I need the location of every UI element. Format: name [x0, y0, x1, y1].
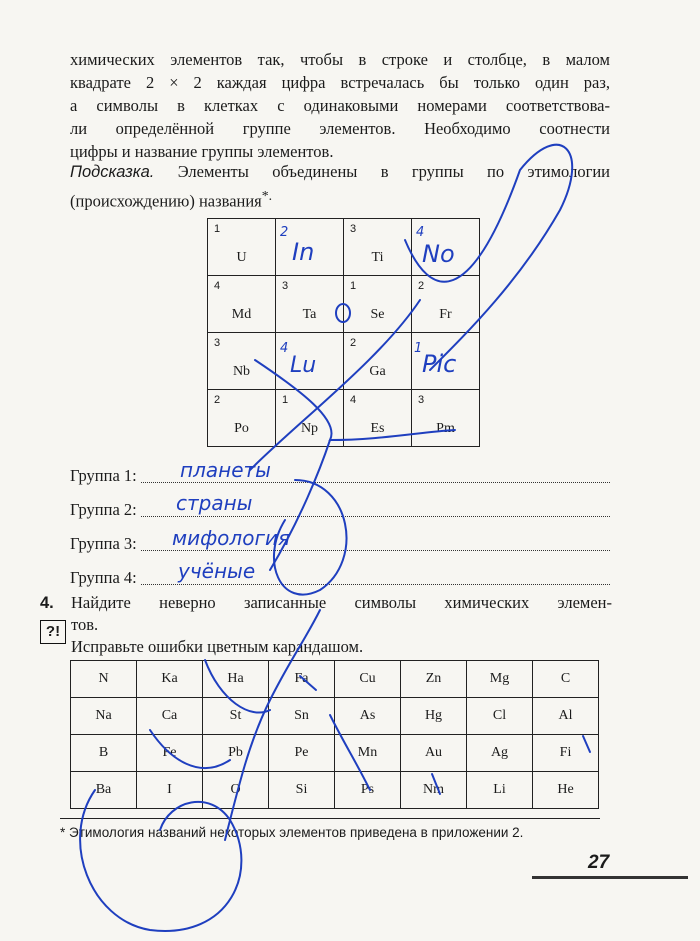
task-number: 4.	[40, 594, 54, 612]
symbol-cell[interactable]: Sn	[269, 698, 335, 735]
cell-number: 2	[214, 394, 221, 406]
page-number-rule	[532, 876, 688, 879]
symbol-cell[interactable]: He	[533, 772, 599, 809]
symbol-cell[interactable]: Ca	[137, 698, 203, 735]
grid-cell[interactable]	[276, 333, 344, 390]
handwritten-group-answer: страны	[176, 491, 253, 515]
intro-line: ли определённой группе элементов. Необходимо соотнести	[70, 119, 610, 138]
cell-symbol: Es	[370, 421, 385, 436]
grid-cell[interactable]	[344, 333, 412, 390]
symbol-cell[interactable]: Hg	[401, 698, 467, 735]
cell-symbol: Se	[370, 307, 385, 322]
answer-line	[70, 516, 610, 517]
cell-symbol: U	[236, 250, 247, 265]
intro-line: а символы в клетках с одинаковыми номерами соответствова-	[70, 96, 610, 115]
handwritten-number: 4	[416, 225, 425, 240]
symbol-cell[interactable]: Ps	[335, 772, 401, 809]
intro-line: цифры и название группы элементов.	[70, 142, 334, 161]
cell-number: 2	[350, 337, 357, 349]
grid-cell[interactable]	[276, 390, 344, 447]
symbol-cell[interactable]: As	[335, 698, 401, 735]
handwritten-number: 2	[280, 225, 289, 240]
symbol-cell[interactable]: Au	[401, 735, 467, 772]
task-4	[40, 592, 612, 658]
cell-symbol: Np	[300, 421, 319, 436]
symbol-cell[interactable]: Pb	[203, 735, 269, 772]
cell-number: 3	[350, 223, 357, 235]
cell-symbol: Fr	[439, 307, 452, 322]
symbol-cell[interactable]: I	[137, 772, 203, 809]
symbol-cell[interactable]: Mn	[335, 735, 401, 772]
grid-cell[interactable]	[208, 390, 276, 447]
group-row-2[interactable]	[70, 496, 610, 530]
task-intro-text	[70, 48, 610, 163]
cell-symbol: Nb	[232, 364, 251, 379]
symbol-cell[interactable]: Al	[533, 698, 599, 735]
symbol-cell[interactable]: Cu	[335, 661, 401, 698]
answer-line	[70, 482, 610, 483]
handwritten-symbol: No	[422, 240, 455, 268]
handwritten-group-answer: планеты	[180, 458, 271, 482]
symbol-cell[interactable]: Ha	[203, 661, 269, 698]
hint-text: (происхождению) названия	[70, 191, 262, 211]
cell-number: 4	[214, 280, 221, 292]
grid-cell[interactable]	[276, 219, 344, 276]
cell-number: 3	[418, 394, 425, 406]
grid-cell[interactable]	[412, 390, 480, 447]
answer-line	[70, 550, 610, 551]
group-answers	[70, 462, 610, 598]
intro-line: квадрате 2 × 2 каждая цифра встречалась бы только один раз,	[70, 73, 610, 92]
attention-icon: ?!	[40, 620, 66, 644]
group-row-1[interactable]	[70, 462, 610, 496]
symbol-cell[interactable]: Si	[269, 772, 335, 809]
grid-cell[interactable]	[344, 390, 412, 447]
element-sudoku-grid	[207, 218, 480, 447]
answer-line	[70, 584, 610, 585]
cell-symbol: Ti	[371, 250, 384, 265]
group-label: Группа 2:	[70, 500, 141, 520]
symbol-cell[interactable]: Fi	[533, 735, 599, 772]
cell-symbol: Pm	[436, 421, 455, 436]
group-label: Группа 3:	[70, 534, 141, 554]
ink-stroke	[80, 790, 241, 931]
handwritten-symbol: Lu	[290, 353, 317, 378]
symbol-cell[interactable]: Nm	[401, 772, 467, 809]
cell-number: 4	[350, 394, 357, 406]
symbol-cell[interactable]: Zn	[401, 661, 467, 698]
cell-number: 1	[350, 280, 357, 292]
symbol-cell[interactable]: B	[71, 735, 137, 772]
cell-number: 3	[282, 280, 289, 292]
grid-cell[interactable]	[412, 219, 480, 276]
symbol-cell[interactable]: Ka	[137, 661, 203, 698]
symbol-cell[interactable]: Cl	[467, 698, 533, 735]
handwritten-group-answer: учёные	[178, 559, 256, 583]
grid-cell[interactable]	[412, 333, 480, 390]
cell-number: 2	[418, 280, 425, 292]
symbol-cell[interactable]: Ag	[467, 735, 533, 772]
handwritten-number: 1	[414, 341, 423, 356]
task-text: Исправьте ошибки цветным карандашом.	[71, 637, 364, 656]
symbol-cell[interactable]: Li	[467, 772, 533, 809]
symbol-cell[interactable]: St	[203, 698, 269, 735]
grid-cell[interactable]	[412, 276, 480, 333]
grid-cell[interactable]	[344, 276, 412, 333]
handwritten-symbol: Pic	[422, 350, 457, 378]
intro-line: химических элементов так, чтобы в строке и столбце, в малом	[70, 50, 610, 69]
cell-symbol: Ga	[369, 364, 386, 379]
hint-block	[70, 160, 610, 213]
handwritten-number: 4	[280, 341, 289, 356]
symbol-cell[interactable]: O	[203, 772, 269, 809]
grid-cell[interactable]	[208, 333, 276, 390]
group-row-3[interactable]	[70, 530, 610, 564]
task-text: тов.	[71, 615, 99, 634]
cell-symbol: Md	[231, 307, 252, 322]
symbol-cell[interactable]: Pe	[269, 735, 335, 772]
group-label: Группа 4:	[70, 568, 141, 588]
cell-number: 1	[214, 223, 221, 235]
cell-number: 1	[282, 394, 289, 406]
cell-symbol: Po	[234, 421, 249, 436]
footnote-mark: *.	[261, 188, 273, 203]
element-symbols-table	[70, 660, 599, 809]
symbol-cell[interactable]: N	[71, 661, 137, 698]
group-label: Группа 1:	[70, 466, 141, 486]
grid-cell[interactable]	[344, 219, 412, 276]
hint-text: Элементы объединены в группы по этимологии	[154, 162, 610, 181]
handwritten-symbol: In	[292, 238, 315, 266]
symbol-cell[interactable]: Na	[71, 698, 137, 735]
handwritten-group-answer: мифология	[172, 526, 290, 550]
symbol-cell[interactable]: Fa	[269, 661, 335, 698]
symbol-cell[interactable]: Fe	[137, 735, 203, 772]
symbol-cell[interactable]: Mg	[467, 661, 533, 698]
symbol-cell[interactable]: C	[533, 661, 599, 698]
cell-symbol: Ta	[302, 307, 317, 322]
grid-cell[interactable]	[208, 276, 276, 333]
footnote: * Этимология названий некоторых элементов приведена в приложении 2.	[60, 818, 600, 840]
grid-cell[interactable]	[276, 276, 344, 333]
cell-number: 3	[214, 337, 221, 349]
symbol-cell[interactable]: Ba	[71, 772, 137, 809]
hint-label: Подсказка.	[70, 163, 155, 181]
grid-cell[interactable]	[208, 219, 276, 276]
page-number: 27	[588, 852, 610, 873]
task-text: Найдите неверно записанные символы химических элемен-	[71, 593, 612, 612]
